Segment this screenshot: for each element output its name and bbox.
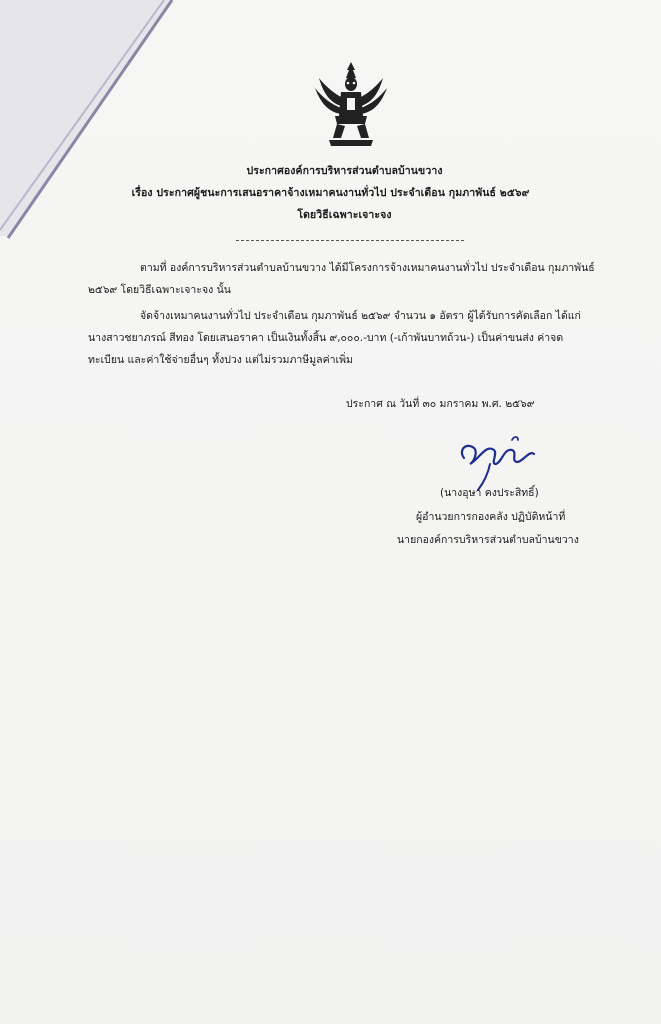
header-method: โดยวิธีเฉพาะเจาะจง — [297, 209, 392, 221]
announce-date: ประกาศ ณ วันที่ ๓๐ มกราคม พ.ศ. ๒๕๖๙ — [346, 398, 535, 410]
signer-position-1: ผู้อำนวยการกองคลัง ปฏิบัติหน้าที่ — [416, 511, 566, 523]
garuda-emblem-icon — [311, 58, 391, 150]
header-subject: เรื่อง ประกาศผู้ชนะการเสนอราคาจ้างเหมาคนงานทั่วไป ประจำเดือน กุมภาพันธ์ ๒๕๖๙ — [131, 187, 530, 199]
signer-name: (นางอุษา คงประสิทธิ์) — [440, 487, 539, 499]
paragraph-2-line-2: นางสาวชยาภรณ์ สีทอง โดยเสนอราคา เป็นเงินทั้งสิ้น ๙,๐๐๐.-บาท (-เก้าพันบาทถ้วน-) เป็นค่าขนส่ง ค่าจด — [88, 332, 564, 344]
header-org-title: ประกาศองค์การบริหารส่วนตำบลบ้านขวาง — [246, 165, 443, 177]
paragraph-2-line-1: จัดจ้างเหมาคนงานทั่วไป ประจำเดือน กุมภาพันธ์ ๒๕๖๙ จำนวน ๑ อัตรา ผู้ได้รับการคัดเลือก ได้แก่ — [140, 310, 581, 322]
paragraph-2-line-3: ทะเบียน และค่าใช้จ่ายอื่นๆ ทั้งปวง แต่ไม่รวมภาษีมูลค่าเพิ่ม — [88, 354, 353, 366]
paragraph-1-line-2: ๒๕๖๙ โดยวิธีเฉพาะเจาะจง นั้น — [88, 284, 231, 296]
paragraph-1-line-1: ตามที่ องค์การบริหารส่วนตำบลบ้านขวาง ได้มีโครงการจ้างเหมาคนงานทั่วไป ประจำเดือน กุมภาพันธ์ — [140, 262, 595, 274]
signer-position-2: นายกองค์การบริหารส่วนตำบลบ้านขวาง — [397, 534, 579, 546]
header-divider — [236, 240, 464, 241]
